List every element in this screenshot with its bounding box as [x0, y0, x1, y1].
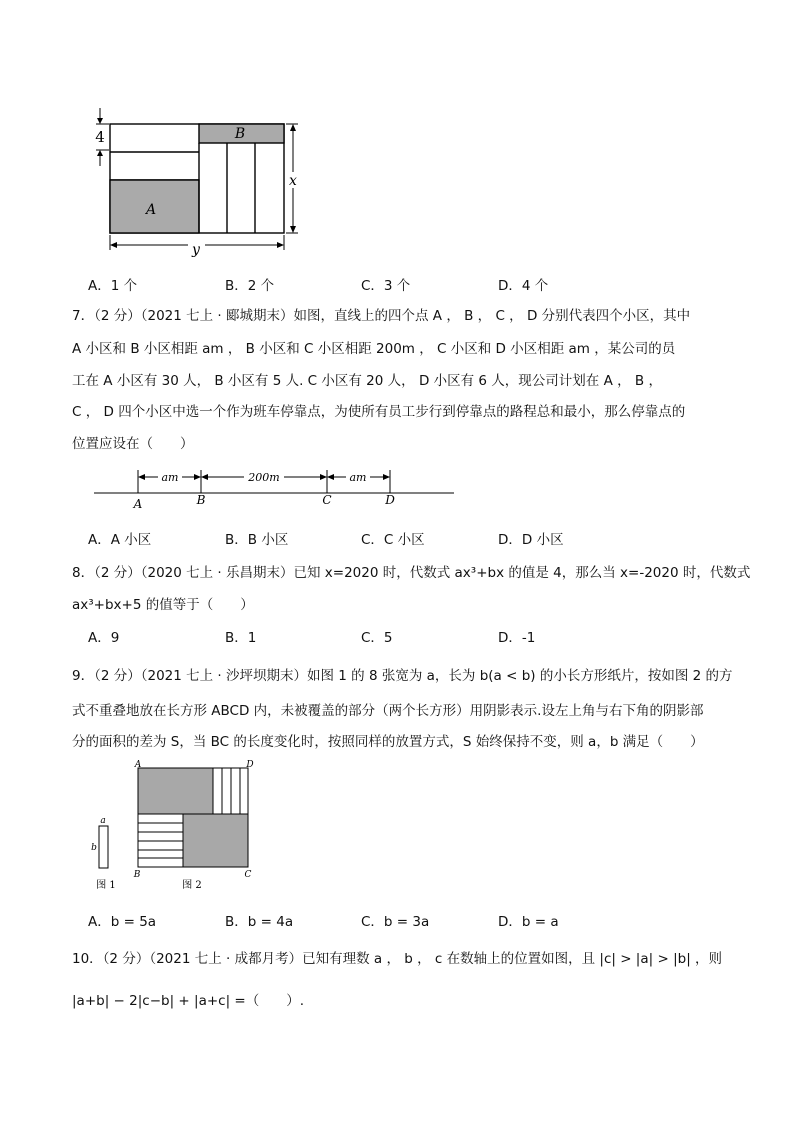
q8-option-d[interactable]: D．-1: [498, 630, 536, 646]
fig2-B: B: [133, 870, 141, 880]
q7-point-D: D: [385, 493, 395, 507]
q10-line-1: 已知有理数 a ， b ， c 在数轴上的位置如图，且 |c| > |a| > |b| ，则: [302, 951, 723, 967]
q10-number: 10．: [72, 951, 103, 967]
q9-number: 9．: [72, 668, 95, 684]
q9-option-b[interactable]: B．b = 4a: [225, 914, 294, 930]
q7-seg-bc: 200m: [248, 471, 280, 484]
q9-line-0: 如图 1 的 8 张宽为 a，长为 b(a < b) 的小长方形纸片，按如图 2 的方: [307, 668, 733, 684]
q7-option-d[interactable]: D．D 小区: [498, 532, 564, 548]
q7-line-3: C ， D 四个小区中选一个作为班车停靠点，为使所有员工步行到停靠点的路程总和最小，那么停靠点的: [72, 404, 686, 420]
q7-option-b[interactable]: B．B 小区: [225, 532, 289, 548]
q8-number: 8．: [72, 565, 95, 581]
q9-option-d[interactable]: D．b = a: [498, 914, 559, 930]
q6-label-x: x: [289, 173, 297, 189]
q9-figure: [86, 758, 266, 892]
fig1-a: a: [100, 816, 106, 826]
q7-option-a[interactable]: A．A 小区: [88, 532, 152, 548]
q7-point-B: B: [196, 493, 206, 507]
q7-header: [72, 304, 690, 324]
fig2-C: C: [244, 870, 252, 880]
q7-line-4: 位置应设在（ ）: [72, 436, 194, 452]
fig1-caption: 图 1: [96, 880, 116, 891]
q6-label-4: 4: [95, 128, 105, 146]
q10-line-2: |a+b| − 2|c−b| + |a+c| =（ ）.: [72, 993, 305, 1009]
q9-meta: （2 分）（2021 七上 · 沙坪坝期末）: [94, 668, 307, 684]
q7-point-A: A: [133, 497, 143, 511]
q8-option-c[interactable]: C．5: [361, 630, 393, 646]
q7-number: 7．: [72, 308, 95, 324]
q8-option-a[interactable]: A．9: [88, 630, 120, 646]
fig2-A: A: [134, 760, 142, 770]
q8-line-1: ax³+bx+5 的值等于（ ）: [72, 597, 254, 613]
q7-line-0: 如图，直线上的四个点 A ， B ， C ， D 分别代表四个小区，其中: [293, 308, 691, 324]
shade-top-left: [138, 768, 213, 814]
q6-label-y: y: [192, 242, 200, 258]
q9-option-c[interactable]: C．b = 3a: [361, 914, 430, 930]
q7-option-c[interactable]: C．C 小区: [361, 532, 425, 548]
q9-header: [72, 664, 733, 684]
q6-option-c[interactable]: C．3 个: [361, 278, 411, 294]
fig1-b: b: [91, 843, 97, 853]
q10-header: [72, 947, 722, 967]
fig2-caption: 图 2: [182, 880, 202, 891]
q6-option-b[interactable]: B．2 个: [225, 278, 275, 294]
q7-line-1: A 小区和 B 小区相距 am ， B 小区和 C 小区相距 200m ， C 小区和 D 小区相距 am ，某公司的员: [72, 341, 676, 357]
q7-point-C: C: [322, 493, 332, 507]
q8-header: [72, 561, 750, 581]
q6-label-A: A: [145, 202, 157, 218]
q6-option-d[interactable]: D．4 个: [498, 278, 549, 294]
q10-meta: （2 分）（2021 七上 · 成都月考）: [102, 951, 303, 967]
q7-meta: （2 分）（2021 七上 · 郾城期末）: [94, 308, 294, 324]
q6-figure: [88, 100, 318, 262]
q9-line-2: 分的面积的差为 S，当 BC 的长度变化时，按照同样的放置方式，S 始终保持不变，则 a，b 满足（ ）: [72, 734, 704, 750]
fig2-D: D: [246, 760, 254, 770]
q7-line-2: 工在 A 小区有 30 人， B 小区有 5 人. C 小区有 20 人， D 小区有 6 人，现公司计划在 A ， B ，: [72, 373, 662, 389]
q6-option-a[interactable]: A．1 个: [88, 278, 138, 294]
q8-meta: （2 分）（2020 七上 · 乐昌期末）: [94, 565, 294, 581]
q9-line-1: 式不重叠地放在长方形 ABCD 内，未被覆盖的部分（两个长方形）用阴影表示.设左上角与右下角的阴影部: [72, 703, 704, 719]
q8-line-0: 已知 x=2020 时，代数式 ax³+bx 的值是 4，那么当 x=-2020 时，代数式: [293, 565, 751, 581]
q7-figure: [94, 466, 456, 512]
q7-seg-cd: am: [349, 471, 367, 484]
q7-seg-ab: am: [161, 471, 179, 484]
q8-option-b[interactable]: B．1: [225, 630, 257, 646]
fig1-strip: [99, 826, 108, 868]
shade-bottom-right: [183, 814, 248, 867]
q6-label-B: B: [234, 126, 246, 142]
q9-option-a[interactable]: A．b = 5a: [88, 914, 157, 930]
